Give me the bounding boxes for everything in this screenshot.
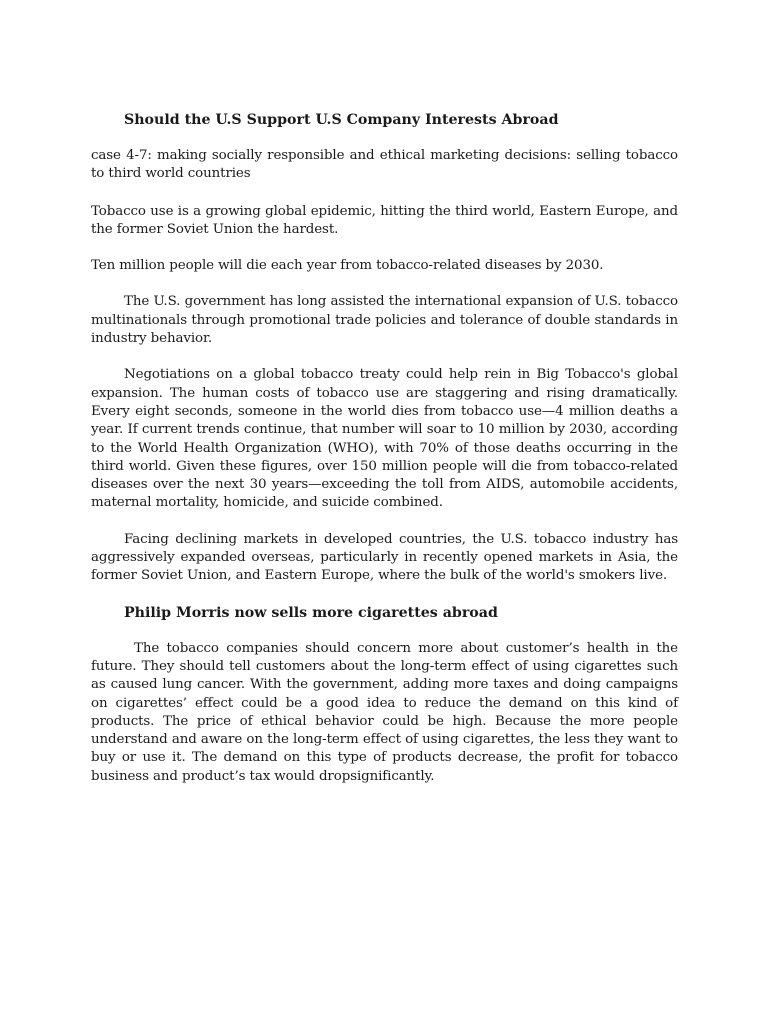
document-body [91,111,678,786]
facing-paragraph: Facing declining markets in developed countries, the U.S. tobacco industry has aggressively expanded overseas, particularly in recently opened markets in Asia, the former Soviet Union, and Eastern Europe, where the bulk of the world's smokers live. [91,531,678,584]
negotiations-paragraph: Negotiations on a global tobacco treaty could help rein in Big Tobacco's global expansion. The human costs of tobacco use are staggering and rising dramatically. Every eight seconds, someone in the world dies from tobacco use—4 million deaths a year. If current trends continue, that number will soar to 10 million by 2030, according to the World Health Organization (WHO), with 70% of those deaths occurring in the third world. Given these figures, over 150 million people will die from tobacco-related diseases over the next 30 years—exceeding the toll from AIDS, automobile accidents, maternal mortality, homicide, and suicide combined. [91,367,678,511]
epidemic-paragraph: Tobacco use is a growing global epidemic, hitting the third world, Eastern Europe, and the former Soviet Union the hardest. [91,203,678,237]
case-paragraph: case 4-7: making socially responsible and ethical marketing decisions: selling tobacco to third world countries [91,148,678,182]
conclusion-paragraph: The tobacco companies should concern more about customer’s health in the future. They should tell customers about the long-term effect of using cigarettes such as caused lung cancer. With the government, adding more taxes and doing campaigns on cigarettes’ effect could be a good idea to reduce the demand on this kind of products. The price of ethical behavior could be high. Because the more people understand and aware on the long-term effect of using cigarettes, the less they want to buy or use it. The demand on this type of products decrease, the profit for tobacco business and product’s tax would dropsignificantly. [91,640,678,784]
government-paragraph: The U.S. government has long assisted the international expansion of U.S. tobacco multinationals through promotional trade policies and tolerance of double standards in industry behavior. [91,294,678,347]
section-subheading: Philip Morris now sells more cigarettes abroad [124,604,498,621]
document-title: Should the U.S Support U.S Company Interests Abroad [124,112,559,128]
ten-million-paragraph: Ten million people will die each year from tobacco-related diseases by 2030. [91,258,604,274]
